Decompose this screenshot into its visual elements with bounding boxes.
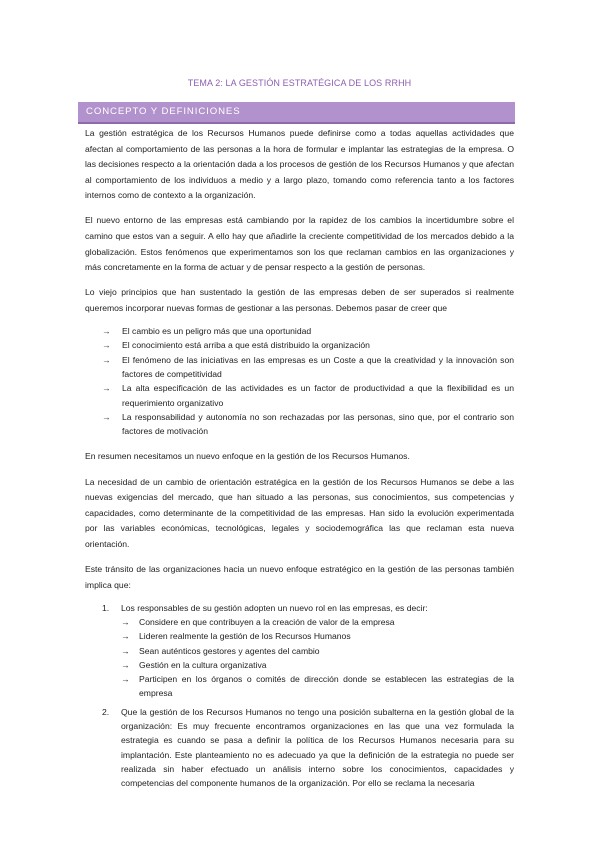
- arrow-icon: →: [102, 326, 111, 337]
- sub-list-item-text: Participen en los órganos o comités de dirección donde se establecen las estrategias de la empresa: [139, 674, 514, 699]
- document-title: TEMA 2: LA GESTIÓN ESTRATÉGICA DE LOS RRHH: [187, 78, 412, 88]
- sub-list-item: [121, 658, 514, 672]
- numbered-item-text: Que la gestión de los Recursos Humanos no tengo una posición subalterna en la gestión global de la organización: Es muy frecuente encontramos organizaciones en las que una vez formulada la estrategia es cuando se pasa a definir la política de los Recursos Humanos necesaria para su implantación. Este planteamiento no es adecuado ya que la definición de la estrategia no puede ser realizada sin haber efectuado un análisis interno sobre los conocimientos, capacidades y competencias del componente humanos de la organización. Por ello se reclama la necesaria: [121, 706, 514, 789]
- arrow-icon: →: [102, 340, 111, 351]
- list-item: [85, 338, 514, 352]
- list-item-text: El conocimiento está arriba a que está distribuido la organización: [122, 340, 370, 351]
- list-item-text: La responsabilidad y autonomía no son rechazadas por las personas, sino que, por el contrario son factores de motivación: [122, 411, 514, 437]
- list-item-text: El fenómeno de las iniciativas en las empresas es un Coste a que la creatividad y la innovación son factores de competitividad: [122, 354, 514, 379]
- numbered-item: [85, 705, 514, 791]
- sub-list-item-text: Lideren realmente la gestión de los Recursos Humanos: [139, 631, 351, 642]
- list-item: [85, 324, 514, 338]
- arrow-icon: →: [102, 354, 111, 365]
- arrow-icon: →: [121, 645, 130, 656]
- item-number: 2.: [102, 706, 110, 717]
- sub-list-item-text: Gestión en la cultura organizativa: [139, 659, 267, 670]
- sub-list-item: [121, 629, 514, 643]
- sub-list-item: [121, 615, 514, 629]
- paragraph: Lo viejo principios que han sustentado la gestión de las empresas deben de ser superados si realmente queremos incorporar nuevas formas de gestionar a las personas. Debemos pasar de creer que: [85, 287, 514, 313]
- paragraph: En resumen necesitamos un nuevo enfoque en la gestión de los Recursos Humanos.: [85, 451, 410, 462]
- list-item: [85, 353, 514, 382]
- beliefs-list: [85, 324, 514, 438]
- sub-list: [121, 615, 514, 701]
- numbered-list: [85, 601, 514, 791]
- paragraph: El nuevo entorno de las empresas está cambiando por la rapidez de los cambios la incertidumbre sobre el camino que estos van a seguir. A ello hay que añadirle la creciente competitividad de los mercados debido a la globalización. Estos fenómenos que experimentamos son los que reclaman cambios en las organizaciones y más concretamente en la forma de actuar y de pensar respecto a la gestión de personas.: [85, 215, 514, 273]
- sub-list-item-text: Sean auténticos gestores y agentes del cambio: [139, 645, 320, 656]
- item-number: 1.: [102, 602, 110, 613]
- arrow-icon: →: [121, 616, 130, 627]
- list-item-text: La alta especificación de las actividades es un factor de productividad a que la flexibilidad es un requerimiento organizativo: [122, 383, 514, 408]
- numbered-item: [85, 601, 514, 701]
- paragraph: La gestión estratégica de los Recursos Humanos puede definirse como a todas aquellas actividades que afectan al comportamiento de las personas a la hora de formular e implantar las estrategias de la empresa. O las decisiones respecto a la orientación dada a los procesos de gestión de los Recursos Humanos y que afectan al comportamiento de los individuos a medio y a largo plazo, tomando como referencia tanto a los factores internos como de contexto a la organización.: [85, 128, 514, 201]
- list-item: [85, 381, 514, 410]
- numbered-item-text: Los responsables de su gestión adopten un nuevo rol en las empresas, es decir:: [121, 602, 428, 613]
- section-header-label: CONCEPTO Y DEFINICIONES: [86, 106, 241, 117]
- sub-list-item: [121, 644, 514, 658]
- arrow-icon: →: [121, 631, 130, 642]
- arrow-icon: →: [121, 674, 130, 685]
- arrow-icon: →: [121, 659, 130, 670]
- section-header: [78, 102, 515, 124]
- list-item: [85, 410, 514, 439]
- sub-list-item: [121, 672, 514, 701]
- arrow-icon: →: [102, 411, 111, 422]
- list-item-text: El cambio es un peligro más que una oportunidad: [122, 326, 312, 337]
- arrow-icon: →: [102, 383, 111, 394]
- paragraph: Este tránsito de las organizaciones hacia un nuevo enfoque estratégico en la gestión de las personas también implica que:: [85, 563, 514, 590]
- sub-list-item-text: Considere en que contribuyen a la creación de valor de la empresa: [139, 616, 395, 627]
- paragraph: La necesidad de un cambio de orientación estratégica en la gestión de los Recursos Humanos se debe a las nuevas exigencias del mercado, que han situado a las personas, sus conocimientos, sus competencias y capacidades, como determinante de la competitividad de las empresas. Han sido la evolución experimentada por las variables económicas, tecnológicas, legales y sociodemográfica las que reclaman esta nueva orientación.: [85, 476, 514, 549]
- document-body: [85, 126, 514, 791]
